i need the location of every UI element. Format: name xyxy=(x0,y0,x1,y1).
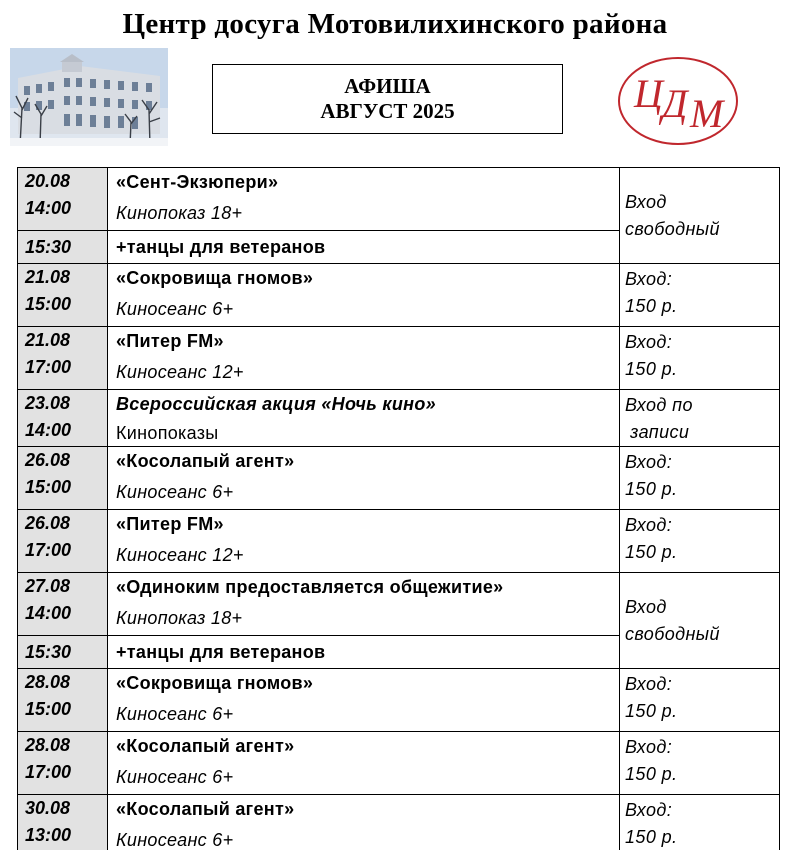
table-row xyxy=(18,327,780,390)
price-label: Вход xyxy=(625,191,667,212)
event-price-cell xyxy=(620,264,780,327)
page-title: Центр досуга Мотовилихинского района xyxy=(122,8,668,40)
event-info-cell xyxy=(108,732,620,795)
event-title: «Сокровища гномов» xyxy=(116,268,314,288)
table-row xyxy=(18,795,780,850)
event-info-cell xyxy=(108,669,620,732)
event-subtitle: Кинопоказ 18+ xyxy=(116,203,243,223)
event-info-cell xyxy=(108,795,620,850)
price-value: 150 р. xyxy=(625,764,678,784)
event-subtitle: Киносеанс 6+ xyxy=(116,704,234,724)
event-date: 23.08 xyxy=(25,393,71,413)
event-price-cell xyxy=(620,795,780,850)
price-label: Вход по xyxy=(625,395,693,415)
extra-time: 15:30 xyxy=(18,231,108,264)
price-value: 150 р. xyxy=(625,542,678,562)
poster-label: АФИША xyxy=(344,74,431,98)
event-price-cell xyxy=(620,510,780,573)
extra-title: +танцы для ветеранов xyxy=(108,636,620,669)
event-title: «Косолапый агент» xyxy=(116,799,295,819)
event-date: 27.08 xyxy=(25,576,71,596)
event-price-cell xyxy=(620,669,780,732)
price-value: свободный xyxy=(625,623,720,644)
price-label: Вход: xyxy=(625,332,673,352)
table-row xyxy=(18,510,780,573)
event-time: 14:00 xyxy=(25,603,72,623)
price-label: Вход: xyxy=(625,452,673,472)
event-date-cell xyxy=(18,168,108,231)
event-date-cell xyxy=(18,264,108,327)
event-time: 15:00 xyxy=(25,294,72,314)
logo xyxy=(616,55,741,147)
table-row xyxy=(18,168,780,231)
table-row xyxy=(18,264,780,327)
event-time: 17:00 xyxy=(25,357,72,377)
event-date-cell xyxy=(18,447,108,510)
building-photo xyxy=(10,48,168,146)
event-title: «Питер FM» xyxy=(116,514,224,534)
event-date: 26.08 xyxy=(25,513,71,533)
event-title: «Питер FM» xyxy=(116,331,224,351)
price-label: Вход: xyxy=(625,800,673,820)
event-info-cell xyxy=(108,573,620,636)
event-time: 17:00 xyxy=(25,762,72,782)
event-price-cell xyxy=(620,168,780,264)
event-date-cell xyxy=(18,795,108,850)
event-date: 21.08 xyxy=(25,267,71,287)
event-subtitle: Кинопоказ 18+ xyxy=(116,608,243,628)
extra-title: +танцы для ветеранов xyxy=(108,231,620,264)
event-info-cell xyxy=(108,168,620,231)
event-price-cell xyxy=(620,573,780,669)
event-subtitle: Киносеанс 6+ xyxy=(116,830,234,850)
price-label: Вход: xyxy=(625,674,673,694)
table-row xyxy=(18,732,780,795)
svg-text:Д: Д xyxy=(662,81,688,126)
poster-month: АВГУСТ 2025 xyxy=(320,99,455,123)
svg-text:Ц: Ц xyxy=(634,71,663,116)
event-date: 20.08 xyxy=(25,171,71,191)
price-value: 150 р. xyxy=(625,359,678,379)
event-date-cell xyxy=(18,669,108,732)
price-value: 150 р. xyxy=(625,479,678,499)
svg-text:М: М xyxy=(690,91,724,136)
poster-title-box xyxy=(212,64,563,134)
event-title: «Косолапый агент» xyxy=(116,736,295,756)
price-label: Вход xyxy=(625,596,667,617)
event-price-cell xyxy=(620,390,780,447)
event-subtitle: Киносеанс 6+ xyxy=(116,299,234,319)
table-row xyxy=(18,390,780,447)
event-date-cell xyxy=(18,327,108,390)
event-time: 15:00 xyxy=(25,477,72,497)
table-row xyxy=(18,669,780,732)
price-value: записи xyxy=(630,422,690,442)
event-price-cell xyxy=(620,447,780,510)
event-title: «Сокровища гномов» xyxy=(116,673,314,693)
event-date-cell xyxy=(18,390,108,447)
event-date-cell xyxy=(18,510,108,573)
event-subtitle: Киносеанс 12+ xyxy=(116,362,244,382)
event-date: 26.08 xyxy=(25,450,71,470)
price-label: Вход: xyxy=(625,737,673,757)
event-time: 15:00 xyxy=(25,699,72,719)
event-info-cell xyxy=(108,327,620,390)
event-subtitle: Кинопоказы xyxy=(116,423,219,443)
event-time: 17:00 xyxy=(25,540,72,560)
event-date: 30.08 xyxy=(25,798,71,818)
building-illustration xyxy=(10,48,168,146)
event-price-cell xyxy=(620,732,780,795)
price-value: 150 р. xyxy=(625,827,678,847)
table-row xyxy=(18,447,780,510)
event-time: 14:00 xyxy=(25,420,72,440)
event-time: 14:00 xyxy=(25,198,72,218)
event-subtitle: Киносеанс 6+ xyxy=(116,767,234,787)
event-info-cell xyxy=(108,447,620,510)
table-row xyxy=(18,573,780,636)
event-date: 28.08 xyxy=(25,672,71,692)
price-value: 150 р. xyxy=(625,701,678,721)
event-date: 28.08 xyxy=(25,735,71,755)
event-title: «Сент-Экзюпери» xyxy=(116,172,279,192)
price-value: свободный xyxy=(625,218,720,239)
event-title: «Одиноким предоставляется общежитие» xyxy=(116,577,504,597)
event-info-cell xyxy=(108,264,620,327)
event-date: 21.08 xyxy=(25,330,71,350)
schedule-table xyxy=(17,167,780,850)
event-price-cell xyxy=(620,327,780,390)
event-info-cell xyxy=(108,390,620,447)
price-label: Вход: xyxy=(625,515,673,535)
event-date-cell xyxy=(18,732,108,795)
event-title: «Косолапый агент» xyxy=(116,451,295,471)
event-title: Всероссийская акция «Ночь кино» xyxy=(116,394,436,414)
event-time: 13:00 xyxy=(25,825,72,845)
price-label: Вход: xyxy=(625,269,673,289)
price-value: 150 р. xyxy=(625,296,678,316)
extra-time: 15:30 xyxy=(18,636,108,669)
event-date-cell xyxy=(18,573,108,636)
event-subtitle: Киносеанс 6+ xyxy=(116,482,234,502)
event-subtitle: Киносеанс 12+ xyxy=(116,545,244,565)
event-info-cell xyxy=(108,510,620,573)
